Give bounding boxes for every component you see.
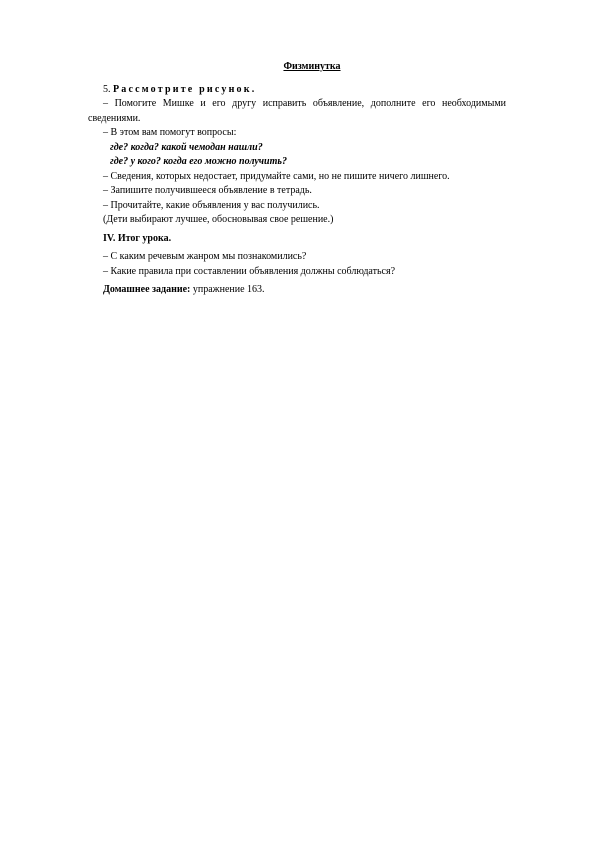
step-number: 5. [103,83,111,95]
paragraph-genre: – С каким речевым жанром мы познакомились? [103,251,307,262]
document-body [88,60,506,298]
step-heading: Рассмотрите рисунок. [113,83,257,95]
paragraph-read: – Прочитайте, какие объявления у вас получились. [103,199,320,211]
paragraph-write-down: – Запишите получившееся объявление в тетрадь. [103,185,312,196]
paragraph-questions-intro: – В этом вам помогут вопросы: [103,127,237,138]
paragraph-help: – Помогите Мишке и его другу исправить объявление, дополните его необходимыми сведениями. [88,98,506,124]
question-line-2: где? у кого? когда его можно получить? [110,156,287,167]
step-heading-line [88,83,506,98]
paragraph-missing-info: – Сведения, которых недостает, придумайте сами, но не пишите ничего лишнего. [103,170,450,182]
paragraph-rules: – Какие правила при составлении объявления должны соблюдаться? [103,265,396,277]
homework-label: Домашнее задание: [103,284,191,295]
paragraph-children: (Дети выбирают лучшее, обосновывая свое решение.) [103,214,334,225]
question-line-1: где? когда? какой чемодан нашли? [110,141,263,153]
section-heading: IV. Итог урока. [103,232,172,244]
page-title: Физминутка [283,61,341,72]
homework-text: упражнение 163. [190,284,265,295]
homework-line [88,283,506,298]
